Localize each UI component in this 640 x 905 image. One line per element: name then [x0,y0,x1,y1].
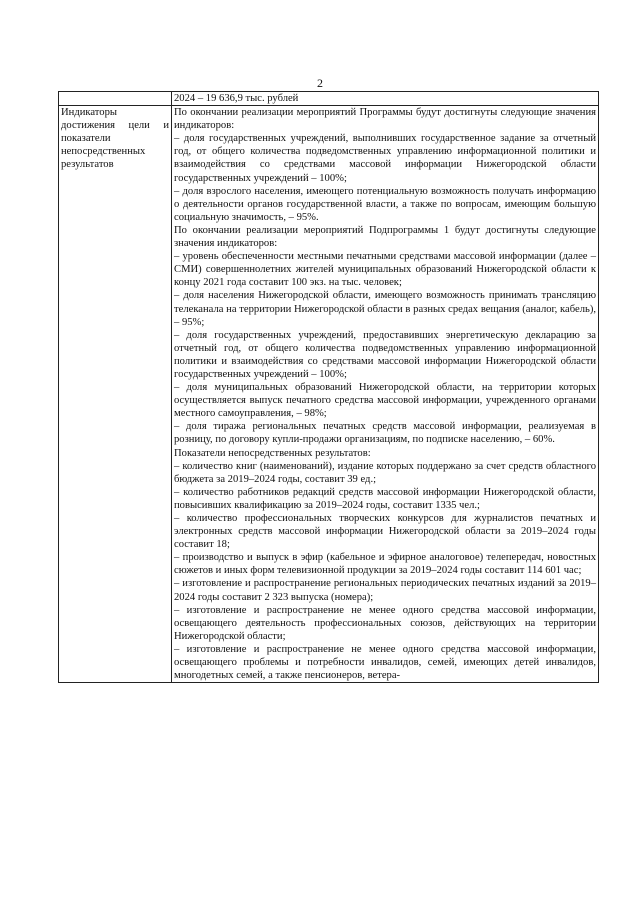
paragraph: – изготовление и распространение региональных периодических печатных изданий за 2019–2024 годы составит 2 323 выпуска (номера); [174,578,596,603]
paragraph: – изготовление и распространение не менее одного средства массовой информации, освещающего проблемы и потребности инвалидов, семей, имеющих детей инвалидов, многодетных семей, а также пенсионеров, ветера- [174,643,596,682]
table-row-funding [59,92,599,106]
table-row-indicators [59,106,599,683]
paragraph: Показатели непосредственных результатов: [174,447,371,459]
table-cell-label [59,106,172,683]
paragraph: – количество книг (наименований), издание которых поддержано за счет средств областного бюджета за 2019–2024 годы, составит 39 ед.; [174,460,596,485]
table-cell-label [59,92,172,106]
table-cell-content [172,106,599,683]
indicators-label: Индикаторы достижения цели и показатели непосредственных результатов [61,107,169,171]
program-passport-table [58,91,599,683]
paragraph: – производство и выпуск в эфир (кабельное и эфирное аналоговое) телепередач, новостных сюжетов и иных форм телевизионной продукции за 2019–2024 годы составит 114 601 час; [174,552,596,577]
paragraph: – доля муниципальных образований Нижегородской области, на территории которых осуществляется выпуск печатного средства массовой информации, учрежденного органами местного самоуправления, – 98%; [174,382,596,420]
paragraph: – доля государственных учреждений, выполнивших государственное задание за отчетный год, от общего количества подведомственных управлению информационной политики и взаимодействия со средствами массовой информации Нижегородской области государственных учреждений – 100%; [174,133,596,184]
funding-value: 2024 – 19 636,9 тыс. рублей [174,93,299,104]
paragraph: По окончании реализации мероприятий Программы будут достигнуты следующие значения индикаторов: [174,107,596,132]
paragraph: – количество работников редакций средств массовой информации Нижегородской области, повысивших квалификацию за 2019–2024 годы, составит 1335 чел.; [174,486,596,511]
paragraph: – количество профессиональных творческих конкурсов для журналистов печатных и электронных средств массовой информации Нижегородской области за 2019–2024 годы составит 18; [174,513,596,551]
paragraph: – доля тиража региональных печатных средств массовой информации, реализуемая в розницу, по договору купли-продажи организациям, по подписке населению, – 60%. [174,421,596,446]
paragraph: – изготовление и распространение не менее одного средства массовой информации, освещающего деятельность профессиональных союзов, действующих на территории Нижегородской области; [174,604,596,642]
paragraph: – доля населения Нижегородской области, имеющего возможность принимать трансляцию телеканала на территории Нижегородской области в разных средах вещания (аналог, кабель), – 95%; [174,290,596,328]
paragraph: – доля взрослого населения, имеющего потенциальную возможность получать информацию о деятельности органов государственной власти, а также по вопросам, имеющим большую социальную значимость, – 95%. [174,185,596,223]
paragraph: По окончании реализации мероприятий Подпрограммы 1 будут достигнуты следующие значения индикаторов: [174,224,596,250]
paragraph: – уровень обеспеченности местными печатными средствами массовой информации (далее – СМИ) совершеннолетних жителей муниципальных образований Нижегородской области к концу 2021 года составит 100 экз. на тыс. человек; [174,251,596,289]
page-number: 2 [317,76,323,90]
table-cell-value [172,92,599,106]
paragraph: – доля государственных учреждений, предоставивших энергетическую декларацию за отчетный год, от общего количества подведомственных управлению информационной политики и взаимодействия со средствами массовой информации Нижегородской области государственных учреждений – 100%; [174,329,596,380]
